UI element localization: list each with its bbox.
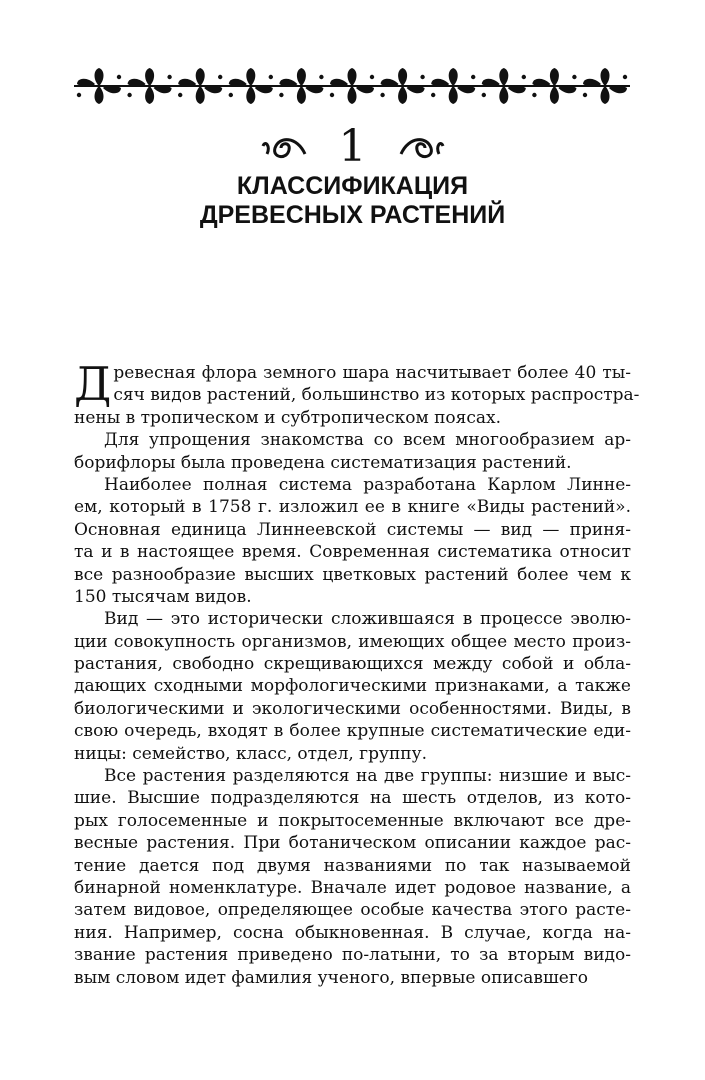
leaf-motif-icon: [178, 68, 222, 104]
paragraph: [74, 474, 631, 608]
text-line: звание растения приведено по-латыни, то за вторым видо-: [74, 945, 631, 966]
chapter-title-line-1: КЛАССИФИКАЦИЯ: [236, 172, 469, 200]
text-line: сяч видов растений, большинство из которых распростра-: [113, 385, 640, 406]
paragraph: [74, 608, 631, 765]
text-line: ем, который в 1758 г. изложил ее в книге «Виды растений».: [74, 497, 631, 518]
text-line: нены в тропическом и субтропическом поясах.: [74, 407, 502, 428]
text-line: Для упрощения знакомства со всем многообразием ар-: [104, 430, 631, 451]
leaf-motif-icon: [279, 68, 323, 104]
text-line: та и в настоящее время. Современная систематика относит: [74, 542, 631, 563]
text-line: Наиболее полная система разработана Карлом Линне-: [104, 474, 631, 495]
text-line: свою очередь, входят в более крупные систематические еди-: [74, 721, 631, 742]
leaf-motif-icon: [583, 68, 627, 104]
paragraph: [74, 429, 631, 474]
text-line: ревесная флора земного шара насчитывает более 40 ты-: [113, 363, 631, 383]
chapter-heading: [0, 120, 705, 172]
text-line: Все растения разделяются на две группы: низшие и выс-: [104, 766, 631, 787]
text-line: весные растения. При ботаническом описании каждое рас-: [74, 833, 631, 854]
leaf-motif-icon: [532, 68, 576, 104]
text-line: дающих сходными морфологическими признаками, а также: [74, 676, 631, 697]
text-line: ции совокупность организмов, имеющих общее место произ-: [74, 631, 631, 652]
text-line: вым словом идет фамилия ученого, впервые описавшего: [74, 967, 588, 988]
chapter-title-line-2: ДРЕВЕСНЫХ РАСТЕНИЙ: [199, 201, 506, 229]
leaf-motif-icon: [330, 68, 374, 104]
leaf-motif-icon: [229, 68, 273, 104]
decorative-leaf-border: [74, 66, 630, 106]
paragraph: [74, 357, 640, 429]
text-line: борифлоры была проведена систематизация растений.: [74, 452, 572, 473]
text-line: все разнообразие высших цветковых растений более чем к: [74, 564, 631, 585]
text-line: Основная единица Линнеевской системы — вид — приня-: [74, 519, 631, 540]
text-line: биологическими и экологическими особенностями. Виды, в: [74, 698, 631, 719]
leaf-motif-icon: [380, 68, 424, 104]
text-line: бинарной номенклатуре. Вначале идет родовое название, а: [74, 877, 631, 898]
text-line: ницы: семейство, класс, отдел, группу.: [74, 743, 428, 764]
right-flourish-icon: [395, 132, 445, 162]
chapter-title: [0, 172, 705, 230]
text-line: затем видовое, определяющее особые качества этого расте-: [74, 900, 631, 921]
chapter-number: 1: [338, 120, 367, 172]
paragraph: [74, 765, 631, 989]
text-line: шие. Высшие подразделяются на шесть отделов, из кото-: [74, 788, 631, 809]
body-text: [74, 357, 640, 989]
text-line: рых голосеменные и покрытосеменные включают все дре-: [74, 810, 631, 831]
left-flourish-icon: [261, 132, 311, 162]
text-line: растания, свободно скрещивающихся между собой и обла-: [74, 654, 631, 675]
leaf-motif-icon: [431, 68, 475, 104]
text-line: тение дается под двумя названиями по так называемой: [74, 855, 631, 876]
text-line: Вид — это исторически сложившаяся в процессе эволю-: [104, 609, 631, 630]
leaf-motif-icon: [127, 68, 171, 104]
drop-cap: Д: [74, 357, 112, 411]
leaf-motif-icon: [482, 68, 526, 104]
leaf-motif-icon: [77, 68, 121, 104]
text-line: 150 тысячам видов.: [74, 586, 252, 607]
text-line: ния. Например, сосна обыкновенная. В случае, когда на-: [74, 922, 631, 943]
